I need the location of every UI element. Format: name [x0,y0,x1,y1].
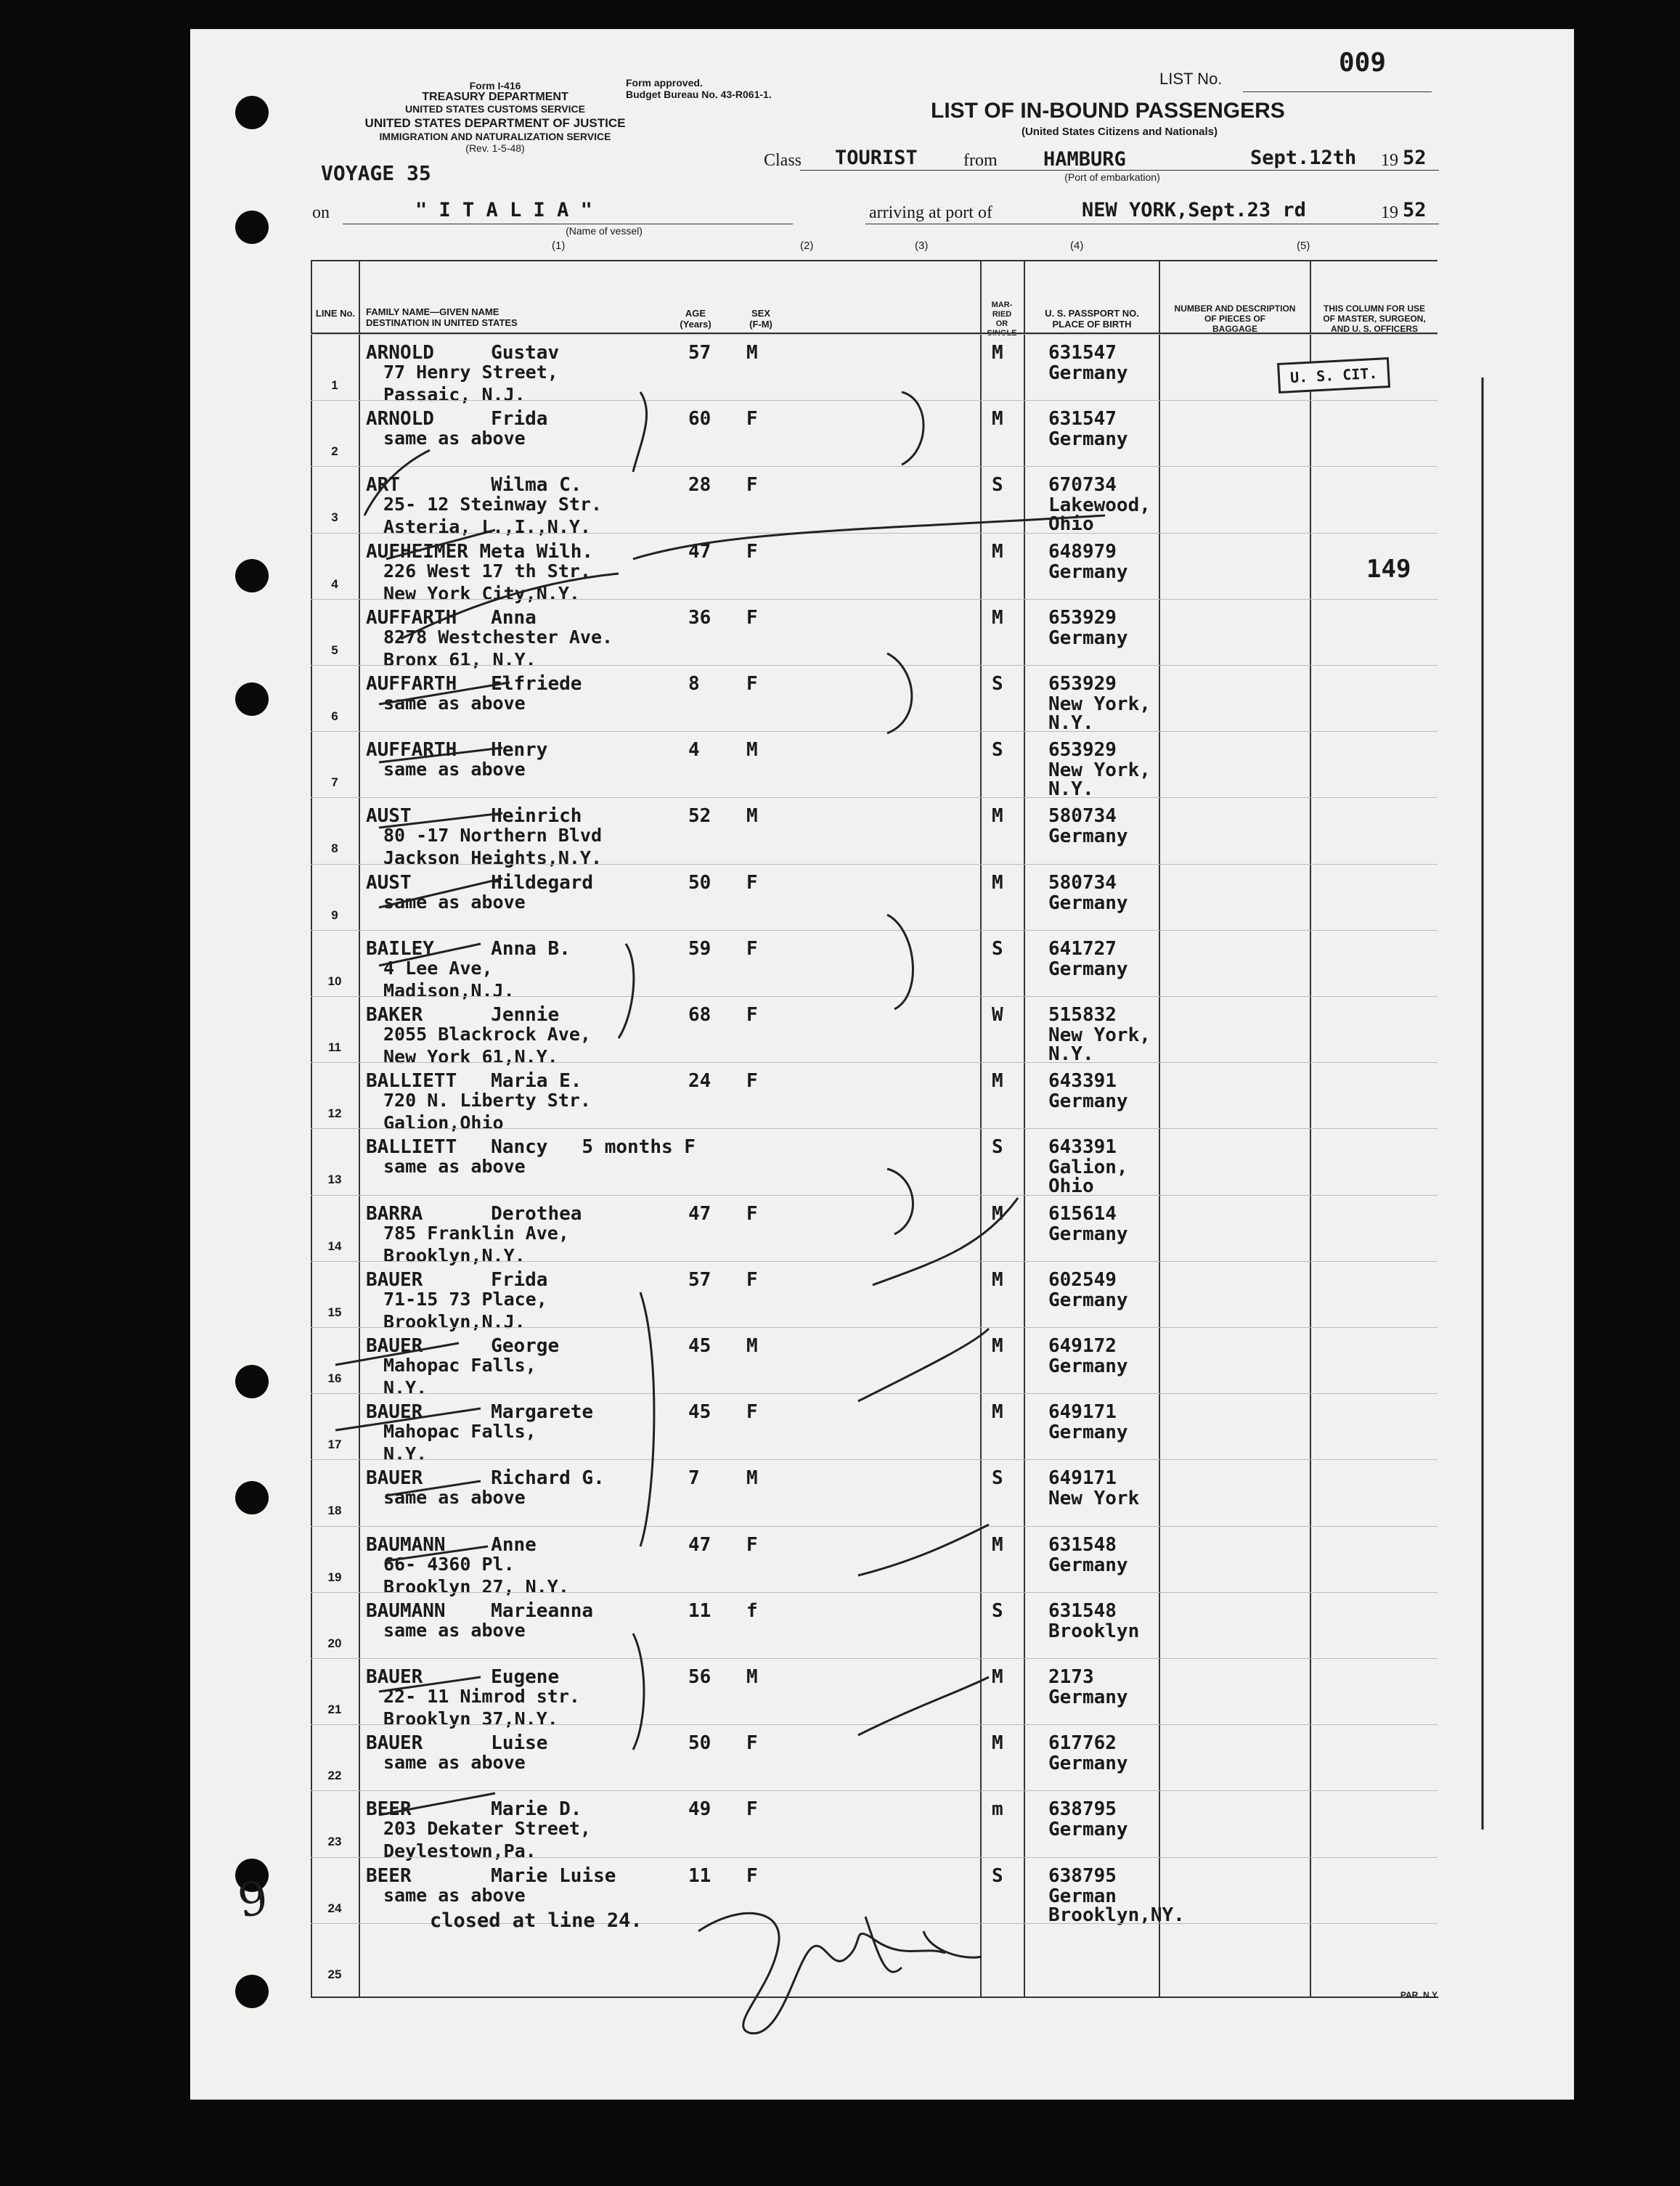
passport-number: 602549 [1048,1268,1117,1291]
line-number: 19 [327,1570,342,1584]
from-label: from [963,151,998,170]
passenger-name: BEER Marie D. [366,1798,582,1821]
line-number: 17 [327,1437,342,1452]
passenger-sex: F [746,1268,758,1291]
place-of-birth: Germany [1048,892,1128,914]
line-number: 5 [331,643,338,657]
punch-hole [235,1975,269,2008]
passenger-name: BAUER George [366,1335,560,1357]
passenger-age: 24 [688,1070,711,1093]
line-number: 10 [327,974,342,988]
place-of-birth: Germany [1048,1422,1128,1444]
passport-number: 580734 [1048,871,1117,894]
passenger-name: AUFFARTH Anna [366,606,537,629]
passport-number: 638795 [1048,1864,1117,1887]
passenger-address: 785 Franklin Ave, Brooklyn,N.Y. [383,1222,569,1266]
passenger-age: 47 [688,540,711,563]
passenger-age: 57 [688,1268,711,1291]
passport-number: 653929 [1048,606,1117,629]
passenger-address: Mahopac Falls, N.Y. [383,1421,537,1465]
passenger-address: same as above [383,1752,526,1774]
marital-status: S [992,1467,1003,1490]
page-subtitle: (United States Citizens and Nationals) [1021,126,1218,138]
manifest-page [190,29,1574,2100]
passport-number: 631548 [1048,1533,1117,1556]
passenger-sex: F [746,1864,758,1887]
passenger-sex: F [746,1004,758,1026]
passenger-sex: F [746,1202,758,1225]
passenger-sex: F [746,408,758,431]
passenger-age: 50 [688,871,711,894]
header-marital-status: MAR- RIED OR SINGLE [987,301,1017,338]
departure-year: 52 [1403,147,1427,169]
marital-status: M [992,1533,1003,1556]
passenger-age: 36 [688,606,711,629]
passenger-age: 45 [688,1401,711,1424]
marital-status: M [992,871,1003,894]
page-title: LIST OF IN-BOUND PASSENGERS [931,99,1285,123]
passenger-age: 49 [688,1798,711,1821]
header-line-no: LINE No. [315,308,356,319]
passenger-address: same as above [383,891,526,913]
line-number: 3 [331,510,338,525]
passenger-address: same as above [383,759,526,780]
line-number: 16 [327,1371,342,1385]
passenger-name: AUFFARTH Henry [366,739,548,762]
place-of-birth: Germany [1048,1090,1128,1113]
passenger-age: 56 [688,1666,711,1688]
passenger-name: BAILEY Anna B. [366,937,571,960]
passenger-sex: M [746,1467,758,1490]
passenger-name: BALLIETT Maria E. [366,1070,582,1093]
passenger-address: 226 West 17 th Str. New York City,N.Y. [383,560,591,604]
line-number: 9 [331,908,338,922]
marital-status: S [992,937,1003,960]
place-of-birth: Germany [1048,428,1128,451]
passenger-age: 4 [688,739,700,762]
passenger-address: same as above [383,428,526,449]
place-of-birth: Lakewood, Ohio [1048,494,1151,536]
passenger-address: 8278 Westchester Ave. Bronx 61, N.Y. [383,626,613,670]
marital-status: M [992,1666,1003,1688]
passenger-address: 80 -17 Northern Blvd Jackson Heights,N.Y. [383,825,603,869]
line-number: 15 [327,1305,342,1319]
line-number: 20 [327,1636,342,1650]
line-number: 22 [327,1769,342,1783]
place-of-birth: German Brooklyn,NY. [1048,1885,1185,1926]
header-name-destination: FAMILY NAME—GIVEN NAME DESTINATION IN UNITED STATES [366,306,518,328]
passenger-name: BALLIETT Nancy 5 months F [366,1136,696,1159]
place-of-birth: Germany [1048,1355,1128,1377]
passenger-name: BAUER Eugene [366,1666,560,1688]
passport-number: 615614 [1048,1202,1117,1225]
arriving-label: arriving at port of [869,203,992,222]
marital-status: S [992,474,1003,497]
passenger-name: BAUER Richard G. [366,1467,605,1490]
line-number: 23 [327,1835,342,1849]
marital-status: M [992,805,1003,828]
marital-status: S [992,1136,1003,1159]
passenger-sex: F [746,540,758,563]
passenger-sex: F [746,1070,758,1093]
marital-status: M [992,540,1003,563]
marital-status: M [992,1202,1003,1225]
place-of-birth: Germany [1048,1554,1128,1576]
passenger-name: BARRA Derothea [366,1202,582,1225]
treasury-dept: TREASURY DEPARTMENT [422,91,568,103]
passport-number: 617762 [1048,1732,1117,1755]
form-number: Form I-416 [469,80,521,91]
line-number: 4 [331,576,338,591]
passenger-address: same as above [383,1884,526,1906]
passport-number: 638795 [1048,1798,1117,1821]
arrival-year-prefix: 19 [1381,203,1398,222]
marital-status: M [992,342,1003,364]
header-sex: SEX (F-M) [749,308,772,330]
passenger-sex: F [746,606,758,629]
passenger-age: 50 [688,1732,711,1755]
passenger-age: 11 [688,1864,711,1887]
passenger-sex: F [746,1533,758,1556]
passport-number: 643391 [1048,1136,1117,1159]
passport-number: 2173 [1048,1666,1094,1688]
passport-number: 515832 [1048,1004,1117,1026]
col-number-4: (4) [1070,240,1084,252]
place-of-birth: Germany [1048,1819,1128,1841]
punch-hole [235,1481,269,1514]
passenger-address: 66- 4360 Pl. Brooklyn 27, N.Y. [383,1553,569,1597]
passenger-age: 7 [688,1467,700,1490]
passenger-sex: F [746,937,758,960]
list-number-label: LIST No. [1159,70,1223,88]
passenger-address: same as above [383,1487,526,1509]
place-of-birth: New York, N.Y. [1048,759,1151,801]
passenger-address: same as above [383,1156,526,1178]
marital-status: W [992,1004,1003,1026]
punch-hole [235,1365,269,1398]
header-baggage: NUMBER AND DESCRIPTION OF PIECES OF BAGGAGE [1174,303,1296,334]
marital-status: S [992,673,1003,695]
passport-number: 670734 [1048,474,1117,497]
passport-number: 653929 [1048,739,1117,762]
passenger-address: 22- 11 Nimrod str. Brooklyn 37,N.Y. [383,1686,580,1729]
on-label: on [312,203,330,222]
line-number: 25 [327,1967,342,1981]
passenger-name: BAUER Margarete [366,1401,594,1424]
budget-bureau: Budget Bureau No. 43-R061-1. [626,89,772,100]
place-of-birth: Germany [1048,1753,1128,1775]
us-citizen-stamp: U. S. CIT. [1277,357,1390,393]
place-of-birth: Germany [1048,1223,1128,1245]
class-value: TOURIST [835,147,918,169]
col-number-3: (3) [915,240,929,252]
embark-port: HAMBURG [1043,148,1126,171]
marital-status: S [992,1599,1003,1622]
line-number: 1 [331,378,338,392]
closing-note: closed at line 24. [430,1909,643,1932]
passenger-name: ART Wilma C. [366,474,582,497]
vessel-name: " I T A L I A " [415,199,592,221]
passenger-sex: F [746,1798,758,1821]
form-approved: Form approved. [626,77,703,89]
passenger-sex: f [746,1599,758,1622]
line-number: 2 [331,444,338,459]
vessel-caption: (Name of vessel) [566,225,643,237]
passenger-sex: F [746,474,758,497]
passenger-name: AUST Hildegard [366,871,594,894]
place-of-birth: Germany [1048,1289,1128,1311]
passenger-name: BAUMANN Anne [366,1533,537,1556]
passenger-age: 11 [688,1599,711,1622]
place-of-birth: Germany [1048,560,1128,583]
passenger-address: 720 N. Liberty Str. Galion,Ohio [383,1090,591,1134]
passenger-sex: M [746,805,758,828]
passport-number: 631547 [1048,408,1117,431]
punch-hole [235,559,269,592]
place-of-birth: Brooklyn [1048,1620,1140,1642]
place-of-birth: Germany [1048,958,1128,980]
arrival-port-date: NEW YORK,Sept.23 rd [1082,199,1306,221]
arrival-year: 52 [1403,199,1427,221]
passenger-age: 60 [688,408,711,431]
passenger-age: 59 [688,937,711,960]
passenger-name: BAUER Frida [366,1268,548,1291]
line-number: 7 [331,775,338,790]
passenger-age: 45 [688,1335,711,1357]
passenger-name: ARNOLD Frida [366,408,548,431]
passenger-name: AUST Heinrich [366,805,582,828]
line-number: 18 [327,1504,342,1518]
line-number: 14 [327,1239,342,1253]
passenger-age: 8 [688,673,700,695]
col-number-5: (5) [1297,240,1310,252]
ins-service: IMMIGRATION AND NATURALIZATION SERVICE [379,131,611,142]
passenger-sex: M [746,739,758,762]
passenger-age: 47 [688,1202,711,1225]
header-passport: U. S. PASSPORT NO. PLACE OF BIRTH [1045,308,1139,330]
header-age: AGE (Years) [680,308,711,330]
revision: (Rev. 1-5-48) [465,142,525,154]
passenger-sex: M [746,342,758,364]
marital-status: S [992,739,1003,762]
line-number: 21 [327,1702,342,1716]
col-number-1: (1) [552,240,566,252]
passenger-name: BEER Marie Luise [366,1864,616,1887]
printer-mark: PAR. N.Y. [1400,1990,1439,2000]
passenger-address: 4 Lee Ave, Madison,N.J. [383,957,515,1001]
passenger-name: AUFFARTH Elfriede [366,673,582,695]
marital-status: M [992,606,1003,629]
passenger-address: same as above [383,1619,526,1641]
passenger-age: 47 [688,1533,711,1556]
customs-service: UNITED STATES CUSTOMS SERVICE [405,103,585,115]
line-number: 6 [331,709,338,723]
marital-status: M [992,1335,1003,1357]
place-of-birth: New York, N.Y. [1048,1024,1151,1065]
marital-status: M [992,1401,1003,1424]
passport-number: 649171 [1048,1467,1117,1490]
passport-number: 648979 [1048,540,1117,563]
passport-number: 653929 [1048,673,1117,695]
header-officers: THIS COLUMN FOR USE OF MASTER, SURGEON, AND U. S. OFFICERS [1323,303,1426,334]
col-number-2: (2) [800,240,814,252]
passenger-address: Mahopac Falls, N.Y. [383,1355,537,1398]
departure-date: Sept.12th [1250,147,1357,169]
passenger-address: same as above [383,693,526,714]
place-of-birth: Galion, Ohio [1048,1157,1128,1198]
passenger-address: 2055 Blackrock Ave, New York 61,N.Y. [383,1024,591,1067]
passenger-sex: M [746,1335,758,1357]
embark-caption: (Port of embarkation) [1064,171,1160,183]
punch-hole [235,96,269,129]
passport-number: 649172 [1048,1335,1117,1357]
passenger-name: BAKER Jennie [366,1004,560,1026]
passport-number: 649171 [1048,1401,1117,1424]
punch-hole [235,211,269,244]
place-of-birth: Germany [1048,825,1128,848]
page-number: 149 [1366,555,1411,584]
checkmark-strokes [292,341,1490,1960]
passenger-sex: F [746,1401,758,1424]
passenger-address: 77 Henry Street, Passaic, N.J. [383,362,558,405]
depart-year-prefix: 19 [1381,151,1398,170]
class-label: Class [764,151,802,170]
passenger-age: 68 [688,1004,711,1026]
passenger-sex: F [746,673,758,695]
voyage-number: VOYAGE 35 [321,161,431,185]
marital-status: M [992,1070,1003,1093]
line-number: 13 [327,1172,342,1187]
line-number: 8 [331,841,338,856]
passenger-sex: F [746,871,758,894]
line-number: 11 [328,1040,341,1054]
line-number: 12 [327,1106,342,1121]
passport-number: 631547 [1048,342,1117,364]
marital-status: M [992,1268,1003,1291]
passenger-name: AUFHEIMER Meta Wilh. [366,540,594,563]
list-number: 009 [1339,48,1387,78]
passenger-address: 203 Dekater Street, Deylestown,Pa. [383,1818,591,1862]
marital-status: M [992,408,1003,431]
marital-status: m [992,1798,1003,1821]
passenger-age: 52 [688,805,711,828]
line-number: 24 [327,1901,342,1915]
margin-note: 9 [235,1871,272,1929]
place-of-birth: Germany [1048,1687,1128,1708]
passenger-name: BAUMANN Marieanna [366,1599,594,1622]
passenger-age: 57 [688,342,711,364]
marital-status: M [992,1732,1003,1755]
passenger-sex: M [746,1666,758,1688]
passenger-name: ARNOLD Gustav [366,342,560,364]
passenger-sex: F [746,1732,758,1755]
justice-dept: UNITED STATES DEPARTMENT OF JUSTICE [364,116,626,130]
passport-number: 641727 [1048,937,1117,960]
place-of-birth: New York, N.Y. [1048,693,1151,734]
place-of-birth: Germany [1048,362,1128,384]
place-of-birth: Germany [1048,627,1128,649]
marital-status: S [992,1864,1003,1887]
passport-number: 643391 [1048,1070,1117,1093]
place-of-birth: New York [1048,1488,1140,1510]
passport-number: 631548 [1048,1599,1117,1622]
passenger-age: 28 [688,474,711,497]
passport-number: 580734 [1048,805,1117,828]
punch-hole [235,682,269,716]
passenger-address: 25- 12 Steinway Str. Asteria, L.,I.,N.Y. [383,494,603,538]
passenger-name: BAUER Luise [366,1732,548,1755]
passenger-address: 71-15 73 Place, Brooklyn,N.J. [383,1288,547,1332]
